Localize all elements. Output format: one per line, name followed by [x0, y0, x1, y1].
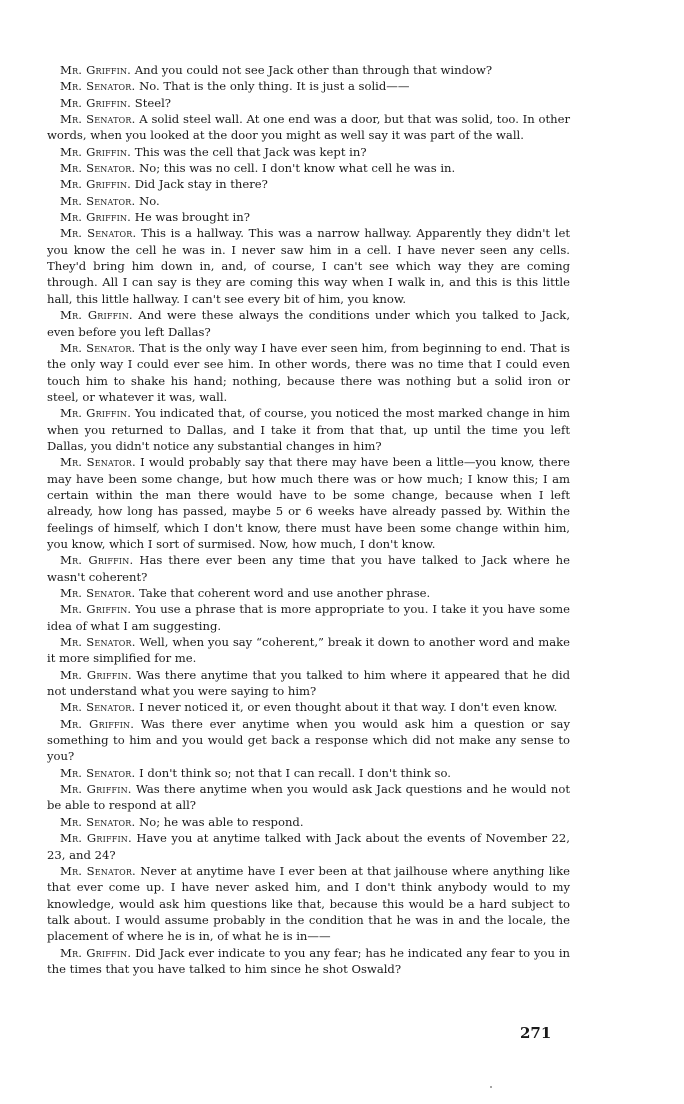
transcript-paragraph — [47, 765, 570, 781]
statement-text: Never at anytime have I ever been at that jailhouse where anything like that ever come up. I have never asked him, and I don't think anybody would to my knowledge, would ask him questions like that, because this would be a hard subject to talk about. I would assume probably in the condition that he was in and the locale, the placement of where he is in, of what he is in—— — [47, 863, 571, 944]
transcript-paragraph — [47, 176, 570, 192]
transcript-paragraph — [47, 667, 570, 700]
statement-text: And you could not see Jack other than through that window? — [134, 63, 493, 77]
statement-text: This is a hallway. This was a narrow hallway. Apparently they didn't let you know the cell he was in. I never saw him in a cell. I have never seen any cells. They'd bring him down in, and, of course, I can't see which way they are coming through. All I can say is they are coming this way when I walk in, and this is this little hall, this little hallway. I can't see every bit of him, you know. — [47, 226, 570, 306]
transcript-paragraph — [47, 781, 570, 814]
statement-text: I never noticed it, or even thought about it that way. I don't even know. — [139, 700, 558, 715]
transcript-paragraph — [47, 193, 570, 209]
transcript-paragraph — [47, 830, 570, 863]
statement-text: Steel? — [134, 95, 171, 110]
transcript-paragraph — [47, 62, 570, 78]
transcript-paragraph — [47, 405, 570, 454]
transcript-paragraph — [47, 945, 570, 978]
statement-text: That is the only way I have ever seen him, from beginning to end. That is the only way I could ever see him. In other words, there was no time that I could even touch him to shake his hand; nothing, because there was nothing but a solid iron or steel, or whatever it was, wall. — [47, 340, 571, 404]
speaker-name: Mr. Senator. — [60, 586, 136, 600]
statement-text: Was there anytime that you talked to him where it appeared that he did not understand what you were saying to him? — [47, 667, 571, 699]
statement-text: You use a phrase that is more appropriate to you. I take it you have some idea of what I am suggesting. — [47, 602, 571, 633]
statement-text: No. — [139, 193, 160, 208]
statement-text: He was brought in? — [134, 210, 250, 225]
speaker-name: Mr. Griffin. — [60, 177, 132, 192]
speaker-name: Mr. Griffin. — [60, 782, 132, 797]
statement-text: No. That is the only thing. It is just a solid—— — [139, 79, 410, 94]
speaker-name: Mr. Senator. — [60, 455, 136, 470]
speaker-name: Mr. Griffin. — [60, 406, 132, 421]
transcript-paragraph — [47, 716, 570, 765]
speaker-name: Mr. Griffin. — [60, 308, 133, 323]
statement-text: Did Jack stay in there? — [134, 177, 268, 192]
transcript-paragraph — [47, 225, 570, 307]
speaker-name: Mr. Griffin. — [60, 945, 132, 960]
speaker-name: Mr. Senator. — [60, 112, 136, 127]
statement-text: And were these always the conditions under which you talked to Jack, even before you left Dallas? — [47, 308, 571, 339]
speaker-name: Mr. Senator. — [60, 635, 136, 650]
statement-text: You indicated that, of course, you noticed the most marked change in him when you returned to Dallas, and I take it from that that, up until the time you left Dallas, you didn't notice any substantial changes in him? — [47, 406, 571, 453]
page-number: 271 — [520, 1024, 552, 1042]
speaker-name: Mr. Griffin. — [60, 95, 132, 110]
statement-text: I would probably say that there may have been a little—you know, there may have been some change, but how much there was or how much; I know this; I am certain within the man there would have to be some change, because when I left already, how long has passed, maybe 5 or 6 weeks have already passed by. Within the feelings of himself, which I don't know, there must have been some change within him, you know, which I sort of surmised. Now, how much, I don't know. — [47, 455, 570, 551]
transcript-paragraph — [47, 552, 570, 585]
statement-text: Was there ever anytime when you would ask him a question or say something to him and you would get back a response which did not make any sense to you? — [47, 716, 571, 764]
speaker-name: Mr. Griffin. — [60, 553, 134, 568]
transcript-paragraph — [47, 111, 570, 144]
speaker-name: Mr. Senator. — [60, 814, 136, 829]
speaker-name: Mr. Griffin. — [60, 63, 132, 77]
transcript-paragraph — [47, 209, 570, 225]
transcript-paragraph — [47, 144, 570, 160]
speaker-name: Mr. Senator. — [60, 226, 137, 241]
transcript-paragraph — [47, 160, 570, 176]
statement-text: Have you at anytime talked with Jack about the events of November 22, 23, and 24? — [47, 831, 570, 862]
statement-text: I don't think so; not that I can recall. I don't think so. — [139, 765, 451, 780]
statement-text: Has there ever been any time that you have talked to Jack where he wasn't coherent? — [47, 553, 571, 584]
transcript-paragraph — [47, 454, 570, 552]
statement-text: No; he was able to respond. — [139, 814, 304, 829]
speaker-name: Mr. Senator. — [60, 765, 136, 780]
transcript-paragraph — [47, 601, 570, 634]
transcript-paragraph — [47, 585, 570, 601]
statement-text: Well, when you say “coherent,” break it down to another word and make it more simplified for me. — [47, 635, 571, 666]
statement-text: A solid steel wall. At one end was a door, but that was solid, too. In other words, when you looked at the door you might as well say it was part of the wall. — [47, 112, 571, 143]
speaker-name: Mr. Griffin. — [60, 831, 132, 846]
speaker-name: Mr. Senator. — [60, 161, 136, 176]
speaker-name: Mr. Griffin. — [60, 716, 135, 731]
transcript-paragraph — [47, 307, 570, 340]
statement-text: No; this was no cell. I don't know what cell he was in. — [139, 161, 456, 176]
transcript-paragraph — [47, 95, 570, 111]
transcript-paragraph — [47, 699, 570, 715]
speaker-name: Mr. Griffin. — [60, 602, 132, 617]
statement-text: This was the cell that Jack was kept in? — [134, 144, 367, 159]
speaker-name: Mr. Senator. — [60, 700, 136, 715]
speaker-name: Mr. Senator. — [60, 193, 136, 208]
statement-text: Was there anytime when you would ask Jack questions and he would not be able to respond at all? — [47, 782, 570, 813]
statement-text: Take that coherent word and use another phrase. — [139, 586, 431, 600]
speaker-name: Mr. Griffin. — [60, 144, 132, 159]
transcript-paragraph — [47, 634, 570, 667]
transcript-paragraph — [47, 340, 570, 405]
speaker-name: Mr. Griffin. — [60, 667, 132, 682]
speaker-name: Mr. Griffin. — [60, 210, 132, 225]
transcript-paragraph — [47, 863, 570, 945]
transcript-paragraph — [47, 814, 570, 830]
statement-text: Did Jack ever indicate to you any fear; has he indicated any fear to you in the times that you have talked to him since he shot Oswald? — [47, 945, 570, 976]
speaker-name: Mr. Senator. — [60, 79, 136, 94]
speaker-name: Mr. Senator. — [60, 863, 136, 878]
scan-speck — [490, 1086, 492, 1088]
speaker-name: Mr. Senator. — [60, 340, 136, 355]
transcript-body — [47, 62, 570, 977]
transcript-paragraph — [47, 78, 570, 94]
